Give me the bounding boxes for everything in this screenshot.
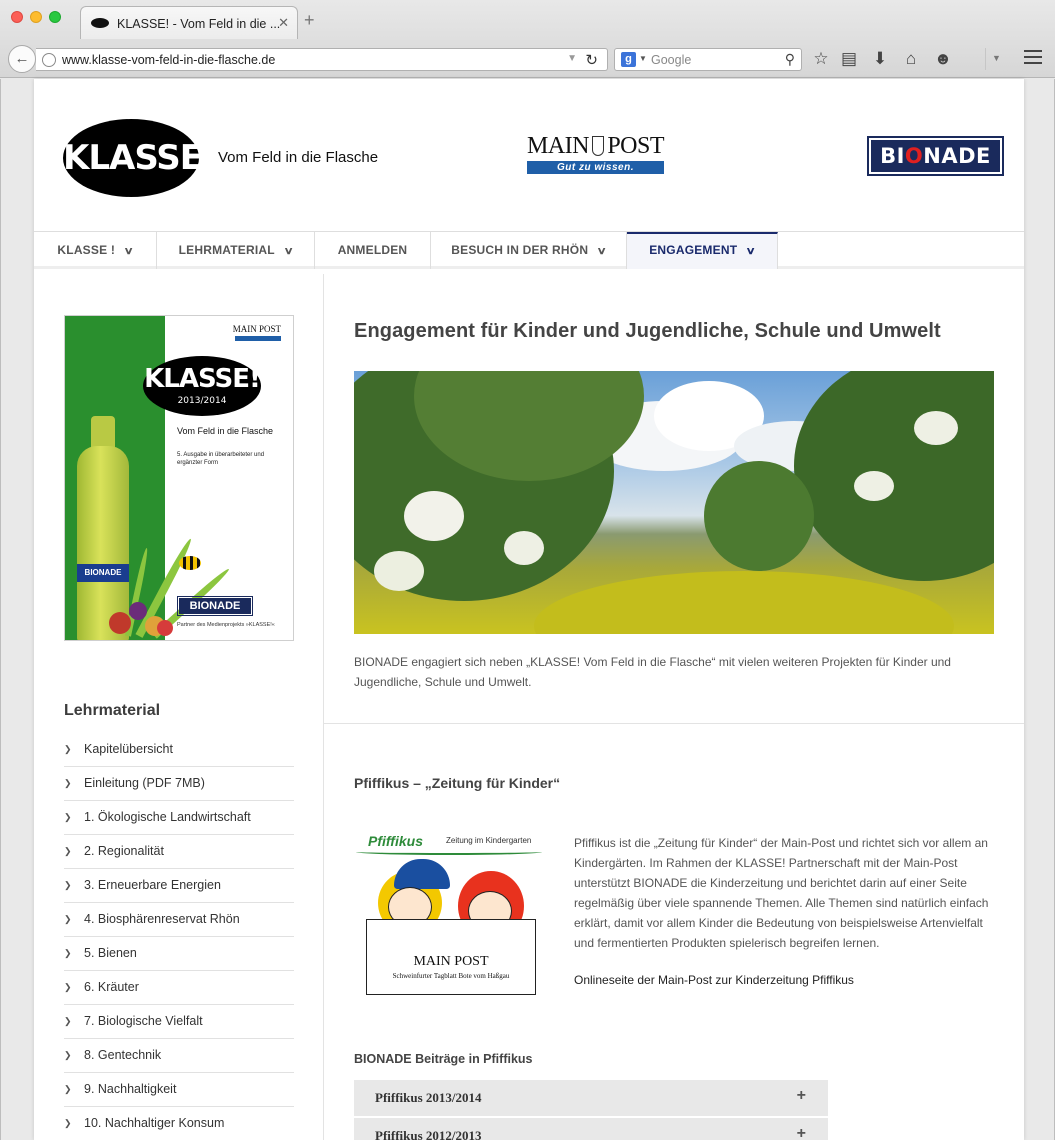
tree-foliage xyxy=(794,371,994,581)
home-icon[interactable]: ⌂ xyxy=(905,49,917,68)
window-edge-left xyxy=(0,79,1,1140)
sidebar-item-nachhaltigkeit[interactable] xyxy=(64,1073,294,1107)
pfiffikus-logo-image xyxy=(354,831,546,1001)
sidebar-item-label: 4. Biosphärenreservat Rhön xyxy=(84,912,240,926)
pfiffikus-link[interactable]: Onlineseite der Main-Post zur Kinderzeitung Pfiffikus xyxy=(574,973,854,987)
cover-partner-text: Partner des Medienprojekts »KLASSE!« xyxy=(177,622,275,628)
section-divider xyxy=(324,723,1024,724)
chevron-right-icon: ❯ xyxy=(64,1016,72,1026)
chevron-right-icon: ❯ xyxy=(64,1084,72,1094)
sidebar-list xyxy=(64,733,294,1140)
reload-icon[interactable]: ↻ xyxy=(585,52,598,69)
pfiffikus-title: Pfiffikus – „Zeitung für Kinder“ xyxy=(354,775,561,791)
bionade-logo[interactable] xyxy=(867,136,1004,176)
sidebar-title: Lehrmaterial xyxy=(64,702,161,719)
bionade-logo-post: NADE xyxy=(923,144,991,168)
sidebar-item-label: 5. Bienen xyxy=(84,946,137,960)
beitraege-title: BIONADE Beiträge in Pfiffikus xyxy=(354,1052,533,1066)
plus-icon[interactable]: + xyxy=(796,1125,806,1140)
mainpost-slogan: Gut zu wissen. xyxy=(527,161,664,174)
chevron-right-icon: ❯ xyxy=(64,846,72,856)
chevron-right-icon: ❯ xyxy=(64,778,72,788)
sidebar-item-label: 9. Nachhaltigkeit xyxy=(84,1082,177,1096)
nav-item-klasse[interactable] xyxy=(34,232,157,269)
chevron-right-icon: ❯ xyxy=(64,1118,72,1128)
chevron-right-icon: ❯ xyxy=(64,880,72,890)
pfiffikus-logo-mp: MAIN POST xyxy=(413,954,489,969)
nav-item-besuch[interactable] xyxy=(431,232,627,269)
bionade-logo-o: O xyxy=(904,144,924,168)
close-tab-icon[interactable]: ✕ xyxy=(278,15,289,30)
chevron-down-icon: ∨ xyxy=(283,246,294,257)
reading-list-icon[interactable]: ▤ xyxy=(840,49,858,68)
elderflower-shape xyxy=(404,491,464,541)
pfiffikus-swoosh xyxy=(356,849,542,855)
pfiffikus-logo-papers: Schweinfurter Tagblatt Bote vom Haßgau xyxy=(392,972,510,980)
nav-item-lehrmaterial[interactable] xyxy=(157,232,315,269)
sidebar-item-vielfalt[interactable] xyxy=(64,1005,294,1039)
sidebar-item-label: 7. Biologische Vielfalt xyxy=(84,1014,203,1028)
sidebar-item-energien[interactable] xyxy=(64,869,294,903)
sidebar-item-label: Kapitelübersicht xyxy=(84,742,173,756)
globe-icon xyxy=(42,53,56,67)
chat-icon[interactable]: ☻ xyxy=(934,49,952,68)
sidebar-item-kapiteluebersicht[interactable] xyxy=(64,733,294,767)
fruit-image xyxy=(157,620,173,636)
booklet-cover-image[interactable] xyxy=(64,315,294,641)
hero-image xyxy=(354,371,994,634)
sidebar-item-label: 8. Gentechnik xyxy=(84,1048,162,1062)
elderflower-shape xyxy=(504,531,544,565)
cover-subtitle: Vom Feld in die Flasche xyxy=(177,426,274,436)
browser-tab[interactable] xyxy=(80,6,298,39)
fruit-image xyxy=(109,612,131,634)
elderflower-shape xyxy=(914,411,958,445)
crest-icon xyxy=(592,136,604,156)
chevron-down-icon: ∨ xyxy=(123,246,135,257)
kid-cap xyxy=(394,859,450,889)
cover-publisher-bar xyxy=(235,336,281,341)
pfiffikus-logo-word: Pfiffikus xyxy=(368,833,423,849)
sidebar-item-label: 6. Kräuter xyxy=(84,980,139,994)
nav-item-engagement[interactable] xyxy=(627,232,778,269)
cover-publisher: MAIN POST xyxy=(232,324,281,334)
mainpost-logo-left: MAIN xyxy=(527,133,589,159)
hamburger-menu-icon[interactable] xyxy=(1024,50,1042,68)
cover-year: 2013/2014 xyxy=(177,396,227,406)
klasse-logo[interactable]: KLASSE! xyxy=(63,119,199,197)
accordion-item-2013[interactable] xyxy=(354,1080,828,1116)
chevron-right-icon: ❯ xyxy=(64,812,72,822)
intro-text: BIONADE engagiert sich neben „KLASSE! Vom Feld in die Flasche“ mit vielen weiteren Projekten für Kinder und Jugendliche, Schule und Umwelt. xyxy=(354,655,951,689)
sidebar-item-rhoen[interactable] xyxy=(64,903,294,937)
main-nav xyxy=(34,231,1024,269)
sidebar-item-label: Einleitung (PDF 7MB) xyxy=(84,776,205,790)
bionade-logo-pre: BI xyxy=(880,144,905,168)
cover-klasse-logo xyxy=(143,356,261,416)
mainpost-logo[interactable] xyxy=(527,133,664,174)
sidebar-item-label: 10. Nachhaltiger Konsum xyxy=(84,1116,225,1130)
back-button[interactable]: ← xyxy=(8,45,36,73)
sidebar-item-label: 2. Regionalität xyxy=(84,844,164,858)
sidebar-item-kraeuter[interactable] xyxy=(64,971,294,1005)
nav-item-label: BESUCH IN DER RHÖN xyxy=(451,243,589,257)
chevron-right-icon: ❯ xyxy=(64,982,72,992)
search-engine-dropdown-icon[interactable]: ▼ xyxy=(639,54,647,63)
chevron-right-icon: ❯ xyxy=(64,1050,72,1060)
url-bar[interactable] xyxy=(36,48,608,71)
mainpost-logo-right: POST xyxy=(607,133,664,159)
sidebar-item-gentechnik[interactable] xyxy=(64,1039,294,1073)
search-bar[interactable] xyxy=(614,48,802,71)
page-title: Engagement für Kinder und Jugendliche, Schule und Umwelt xyxy=(354,320,941,342)
sidebar-item-label: 3. Erneuerbare Energien xyxy=(84,878,221,892)
chevron-right-icon: ❯ xyxy=(64,948,72,958)
site-tagline: Vom Feld in die Flasche xyxy=(218,149,379,166)
cover-title: KLASSE! xyxy=(144,364,260,394)
newspaper-shape xyxy=(366,919,536,995)
tab-title: KLASSE! - Vom Feld in die ... xyxy=(117,17,281,31)
sidebar-item-regionalitaet[interactable] xyxy=(64,835,294,869)
sidebar-item-landwirtschaft[interactable] xyxy=(64,801,294,835)
zoom-window-button[interactable] xyxy=(49,11,61,23)
google-icon[interactable]: g xyxy=(621,52,636,67)
pfiffikus-logo-sub: Zeitung im Kindergarten xyxy=(446,836,532,845)
accordion-item-2012[interactable] xyxy=(354,1118,828,1140)
url-dropdown-icon[interactable]: ▼ xyxy=(567,53,577,64)
nav-item-label: KLASSE ! xyxy=(57,243,116,257)
search-input[interactable]: Google xyxy=(651,53,692,67)
chevron-right-icon: ❯ xyxy=(64,914,72,924)
browser-chrome xyxy=(0,0,1055,78)
pfiffikus-text: Pfiffikus ist die „Zeitung für Kinder“ der Main-Post und richtet sich vor allem an Kindergärten. Im Rahmen der KLASSE! Partnerschaft mit der Main-Post unterstützt BIONADE die Kinderzeitung und berichtet darin auf einer Seite regelmäßig über viele spannende Themen. Alle Themen sind natürlich einfach erklärt, damit vor allem Kinder die Bedeutung von beispielsweise Artenvielfalt und fermentierten Produkten spielerisch begreifen lernen. xyxy=(574,836,989,950)
rapeseed-field xyxy=(534,571,954,634)
chevron-down-icon: ∨ xyxy=(745,246,757,257)
tree-foliage xyxy=(704,461,814,571)
sidebar-item-einleitung[interactable] xyxy=(64,767,294,801)
elderflower-shape xyxy=(374,551,424,591)
toolbar-overflow-icon[interactable]: ▼ xyxy=(992,53,1001,63)
plus-icon[interactable]: + xyxy=(796,1087,806,1104)
accordion-label: Pfiffikus 2013/2014 xyxy=(375,1090,482,1105)
sidebar-item-konsum[interactable] xyxy=(64,1107,294,1140)
column-divider xyxy=(323,274,324,1140)
bottle-label: BIONADE xyxy=(77,564,129,582)
sidebar-item-bienen[interactable] xyxy=(64,937,294,971)
new-tab-button[interactable]: + xyxy=(304,10,315,30)
close-window-button[interactable] xyxy=(11,11,23,23)
nav-item-label: LEHRMATERIAL xyxy=(178,243,275,257)
nav-item-label: ANMELDEN xyxy=(337,243,408,257)
search-icon[interactable]: ⚲ xyxy=(784,51,795,67)
elderflower-shape xyxy=(854,471,894,501)
minimize-window-button[interactable] xyxy=(30,11,42,23)
url-text[interactable]: www.klasse-vom-feld-in-die-flasche.de xyxy=(62,53,276,67)
bee-icon xyxy=(179,556,201,570)
sidebar-item-label: 1. Ökologische Landwirtschaft xyxy=(84,810,251,824)
web-page xyxy=(34,79,1024,1140)
favicon-icon xyxy=(91,18,109,28)
chevron-right-icon: ❯ xyxy=(64,744,72,754)
cover-brand: BIONADE xyxy=(179,598,251,614)
bookmark-star-icon[interactable]: ☆ xyxy=(813,49,829,68)
cover-edition: 5. Ausgabe in überarbeiteter und ergänzter Form xyxy=(177,452,265,466)
cover-bionade-logo xyxy=(177,596,253,616)
nav-item-anmelden[interactable] xyxy=(315,232,431,269)
download-icon[interactable]: ⬇ xyxy=(872,49,888,68)
fruit-image xyxy=(129,602,147,620)
chevron-down-icon: ∨ xyxy=(596,246,608,257)
nav-item-label: ENGAGEMENT xyxy=(649,243,738,257)
toolbar-separator xyxy=(985,48,986,70)
accordion-label: Pfiffikus 2012/2013 xyxy=(375,1128,482,1140)
